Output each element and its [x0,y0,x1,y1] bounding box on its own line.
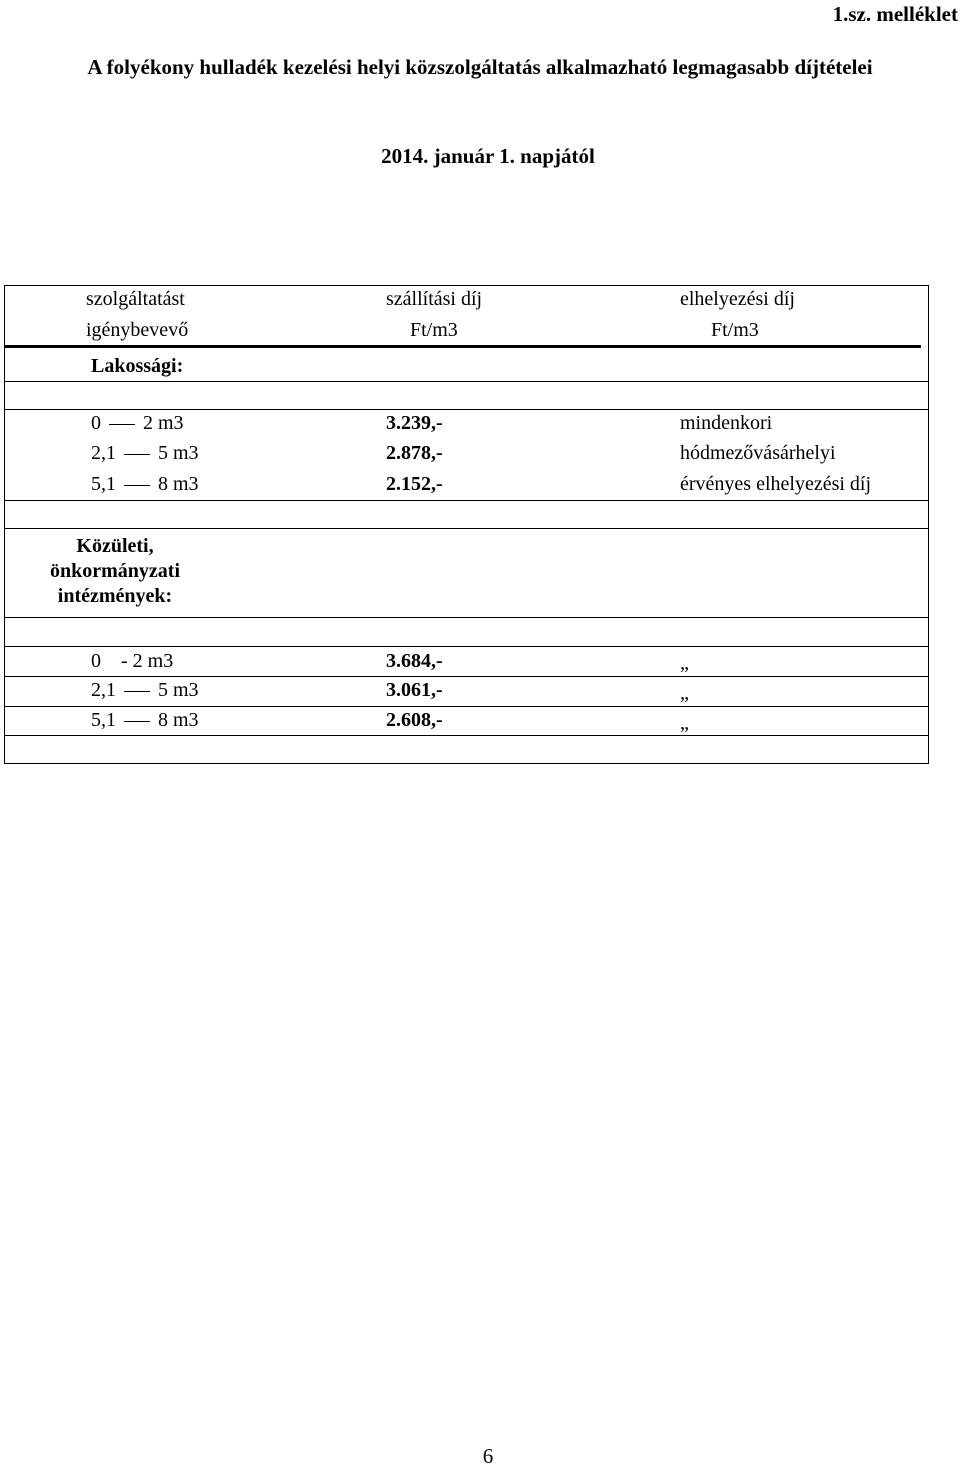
disposal-ditto: „ [680,652,689,674]
header-col2-line2: Ft/m3 [410,319,458,341]
header-col1-line1: szolgáltatást [86,288,185,310]
transport-price: 2.608,- [386,709,443,731]
range-cell: 0 - 2 m3 [91,650,174,672]
row-divider [5,381,928,382]
annex-label: 1.sz. melléklet [832,2,958,26]
range-dash [124,691,150,692]
range-cell: 0 2 m3 [91,412,184,434]
range-dash [109,424,135,425]
group-residential-label: Lakossági: [91,355,184,377]
effective-date: 2014. január 1. napjától [381,144,595,168]
header-col3-line1: elhelyezési díj [680,288,795,310]
header-col3-line2: Ft/m3 [711,319,759,341]
row-divider [5,706,928,707]
header-divider [5,345,921,348]
row-divider [5,617,928,618]
transport-price: 3.239,- [386,412,443,434]
range-cell: 2,1 5 m3 [91,442,199,464]
range-dash [124,721,150,722]
disposal-ditto: „ [680,682,689,704]
range-cell: 5,1 8 m3 [91,473,199,495]
disposal-fee: hódmezővásárhelyi [680,442,836,464]
row-divider [5,646,928,647]
header-col2-line1: szállítási díj [386,288,483,310]
header-col1-line2: igénybevevő [86,319,189,341]
disposal-fee: mindenkori [680,412,773,434]
transport-price: 3.684,- [386,650,443,672]
page-number: 6 [482,1444,494,1468]
range-cell: 5,1 8 m3 [91,709,199,731]
transport-price: 2.878,- [386,442,443,464]
range-cell: 2,1 5 m3 [91,679,199,701]
transport-price: 2.152,- [386,473,443,495]
row-divider [5,528,928,529]
row-divider [5,500,928,501]
transport-price: 3.061,- [386,679,443,701]
document-title: A folyékony hulladék kezelési helyi közszolgáltatás alkalmazható legmagasabb díjtételei [87,55,873,79]
row-divider [5,676,928,677]
disposal-ditto: „ [680,712,689,734]
row-divider [5,735,928,736]
range-dash [124,485,150,486]
disposal-fee: érvényes elhelyezési díj [680,473,872,495]
group-institutional-label: Közületi, önkormányzati intézmények: [50,535,180,607]
tariff-table [4,285,929,764]
row-divider [5,409,928,410]
range-dash [124,454,150,455]
